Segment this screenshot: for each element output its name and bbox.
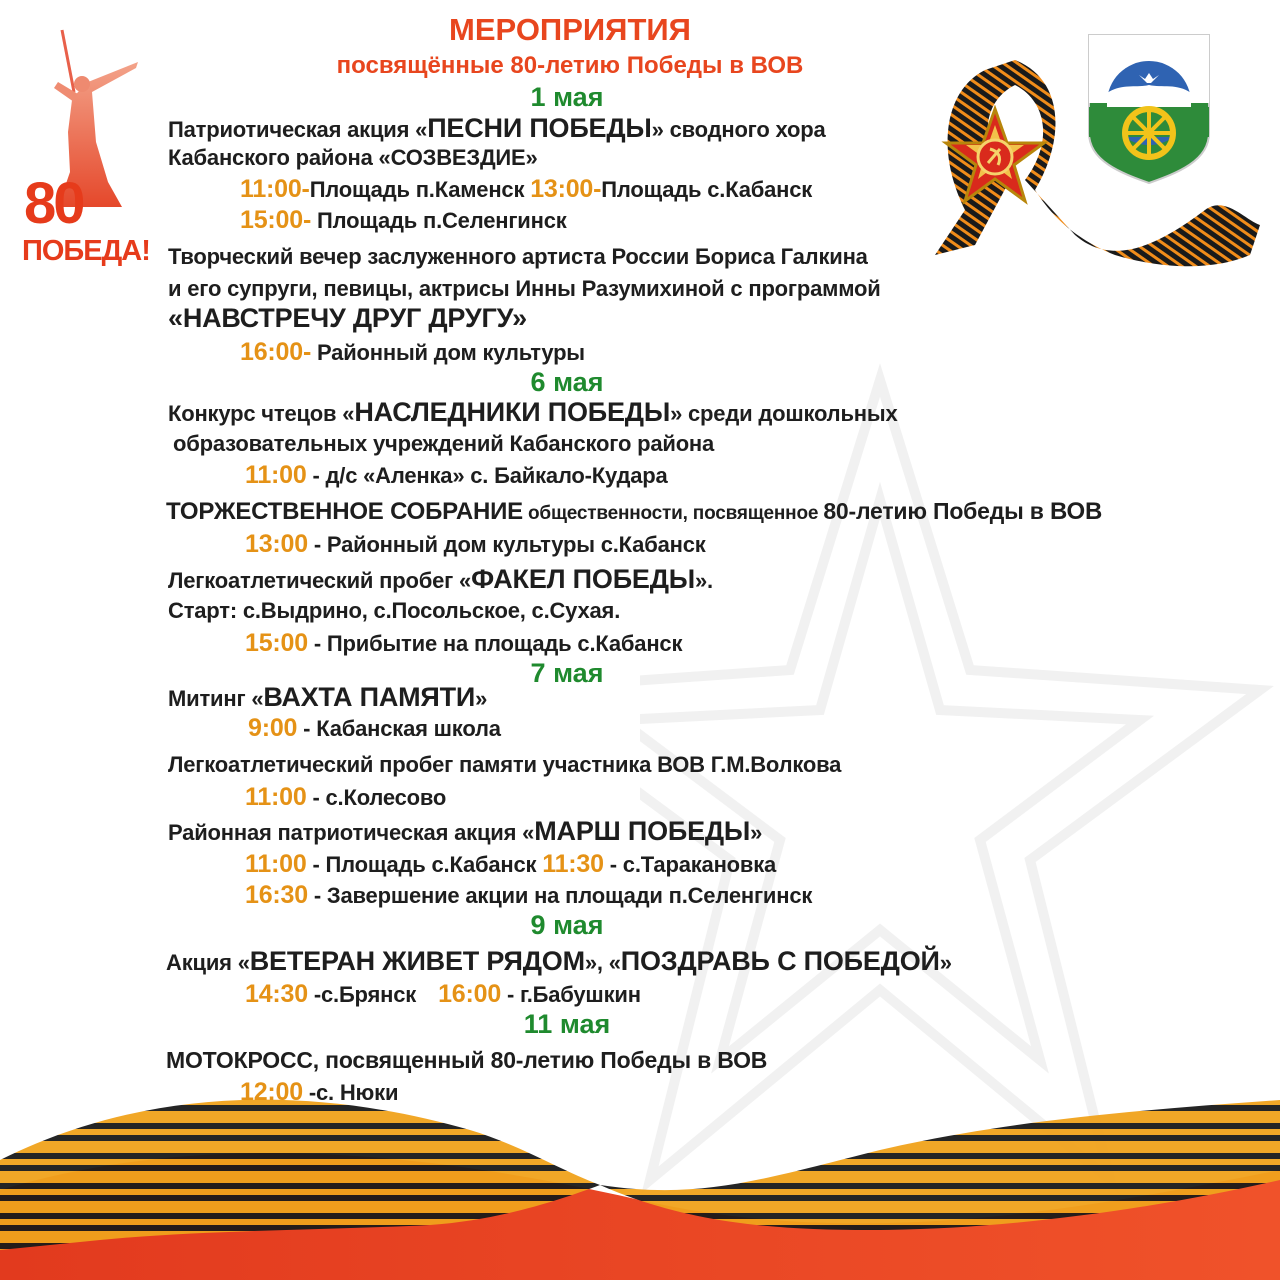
event-schedule-line: 11:00 - д/с «Аленка» с. Байкало-Кудара [245, 461, 668, 489]
event-schedule-line: 14:30 -с.Брянск 16:00 - г.Бабушкин [245, 980, 641, 1008]
event-schedule-line: 12:00 -с. Нюки [240, 1078, 399, 1106]
order-patriotic-war-icon [940, 105, 1050, 215]
event-heirs-of-victory: Конкурс чтецов «НАСЛЕДНИКИ ПОБЕДЫ» среди дошкольных [168, 397, 898, 427]
logo-number: 80 [24, 171, 83, 236]
event-text-line: Кабанского района «СОЗВЕЗДИЕ» [168, 145, 538, 170]
event-text-line: и его супруги, певицы, актрисы Инны Разумихиной с программой [168, 276, 881, 301]
date-1-may: 1 мая [530, 82, 604, 112]
event-schedule-line: 11:00-Площадь п.Каменск 13:00-Площадь с.Кабанск [240, 175, 813, 203]
event-torch-of-victory: Легкоатлетический пробег «ФАКЕЛ ПОБЕДЫ». [168, 564, 713, 594]
date-9-may: 9 мая [530, 910, 604, 940]
page-subtitle: посвящённые 80-летию Победы в ВОВ [336, 52, 804, 79]
event-schedule-line: 9:00 - Кабанская школа [248, 714, 501, 742]
event-ceremonial-meeting: ТОРЖЕСТВЕННОЕ СОБРАНИЕ общественности, посвященное 80-летию Победы в ВОВ [166, 498, 1103, 525]
event-veteran-nearby: Акция «ВЕТЕРАН ЖИВЕТ РЯДОМ», «ПОЗДРАВЬ С ПОБЕДОЙ» [166, 946, 952, 976]
event-schedule-line: 13:00 - Районный дом культуры с.Кабанск [245, 530, 706, 558]
date-11-may: 11 мая [523, 1009, 611, 1039]
bottom-flag-ribbon [0, 1090, 1280, 1280]
event-text-line: «НАВСТРЕЧУ ДРУГ ДРУГУ» [168, 303, 527, 333]
date-6-may: 6 мая [530, 367, 604, 397]
event-motocross: МОТОКРОСС, посвященный 80-летию Победы в ВОВ [166, 1047, 768, 1073]
event-memory-watch: Митинг «ВАХТА ПАМЯТИ» [168, 682, 488, 712]
event-schedule-line: 15:00 - Прибытие на площадь с.Кабанск [245, 629, 683, 657]
page-title: МЕРОПРИЯТИЯ [449, 12, 691, 47]
event-creative-evening: Творческий вечер заслуженного артиста России Бориса Галкина [168, 244, 868, 269]
event-schedule-line: 15:00- Площадь п.Селенгинск [240, 206, 567, 234]
event-songs-of-victory: Патриотическая акция «ПЕСНИ ПОБЕДЫ» сводного хора [168, 113, 826, 143]
event-schedule-line: 16:30 - Завершение акции на площади п.Селенгинск [245, 881, 813, 909]
event-schedule-line: 11:00 - Площадь с.Кабанск 11:30 - с.Таракановка [245, 850, 777, 878]
event-text-line: образовательных учреждений Кабанского района [173, 431, 715, 456]
event-text-line: Старт: с.Выдрино, с.Посольское, с.Сухая. [168, 598, 621, 623]
date-7-may: 7 мая [530, 658, 604, 688]
logo-word: ПОБЕДА! [22, 235, 150, 267]
event-schedule-line: 16:00- Районный дом культуры [240, 338, 585, 366]
event-schedule-line: 11:00 - с.Колесово [245, 783, 447, 811]
event-volkov-run: Легкоатлетический пробег памяти участника ВОВ Г.М.Волкова [168, 752, 842, 777]
event-victory-march: Районная патриотическая акция «МАРШ ПОБЕДЫ» [168, 816, 763, 846]
